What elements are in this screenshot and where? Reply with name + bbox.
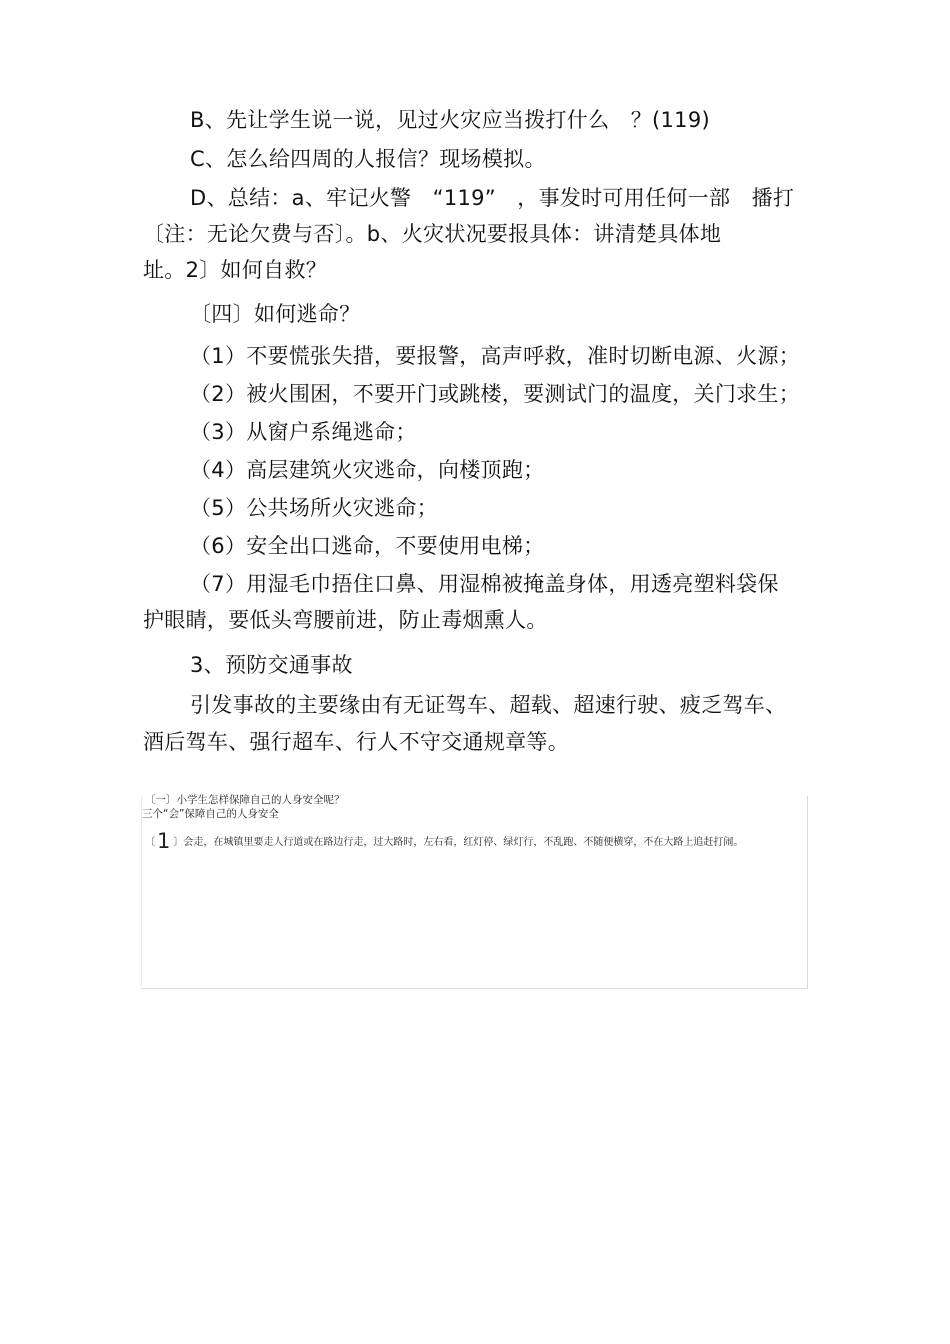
- item-number: 1: [157, 830, 171, 853]
- paragraph-d-line1: D、总结：a、牢记火警 “119” ，事发时可用任何一部 播打: [190, 186, 795, 210]
- escape-item-1: （1）不要慌张失措，要报警，高声呼救，准时切断电源、火源；: [190, 344, 801, 368]
- insert-heading: 〔一〕小学生怎样保障自己的人身安全呢？: [145, 794, 345, 806]
- paragraph-d-line2: 〔注：无论欠费与否〕。b、火灾状况要报具体：讲清楚具体地: [143, 222, 722, 246]
- escape-item-5: （5）公共场所火灾逃命；: [190, 496, 438, 520]
- traffic-causes-line1: 引发事故的主要缘由有无证驾车、超载、超速行驶、疲乏驾车、: [190, 693, 787, 717]
- item-text: 会走，在城镇里要走人行道或在路边行走，过大路时，左右看，红灯停、绿灯行，不乱跑、不随便横穿，不在大路上追赶打闹。: [183, 837, 744, 848]
- paragraph-c: C、怎么给四周的人报信？现场模拟。: [190, 147, 546, 171]
- section-3-heading: 3、预防交通事故: [190, 653, 353, 677]
- item-close-bracket: 〕: [173, 837, 184, 848]
- paragraph-d-line3: 址。2〕如何自救？: [143, 258, 328, 282]
- escape-item-4: （4）高层建筑火灾逃命，向楼顶跑；: [190, 458, 545, 482]
- escape-item-7-line2: 护眼睛，要低头弯腰前进，防止毒烟熏人。: [143, 608, 548, 632]
- escape-item-6: （6）安全出口逃命，不要使用电梯；: [190, 534, 545, 558]
- insert-item-1: [145, 830, 805, 854]
- escape-item-7-line1: （7）用湿毛巾捂住口鼻、用湿棉被掩盖身体，用透亮塑料袋保: [190, 572, 779, 596]
- escape-item-3: （3）从窗户系绳逃命；: [190, 420, 417, 444]
- paragraph-b: B、先让学生说一说，见过火灾应当拨打什么 ？(119): [190, 108, 710, 132]
- embedded-text-box: [141, 796, 808, 989]
- traffic-causes-line2: 酒后驾车、强行超车、行人不守交通规章等。: [143, 730, 569, 754]
- item-open-bracket: 〔: [145, 837, 155, 848]
- insert-subheading: 三个“会”保障自己的人身安全: [142, 808, 279, 820]
- section-4-heading: 〔四〕如何逃命？: [190, 302, 361, 326]
- escape-item-2: （2）被火围困，不要开门或跳楼，要测试门的温度，关门求生；: [190, 382, 801, 406]
